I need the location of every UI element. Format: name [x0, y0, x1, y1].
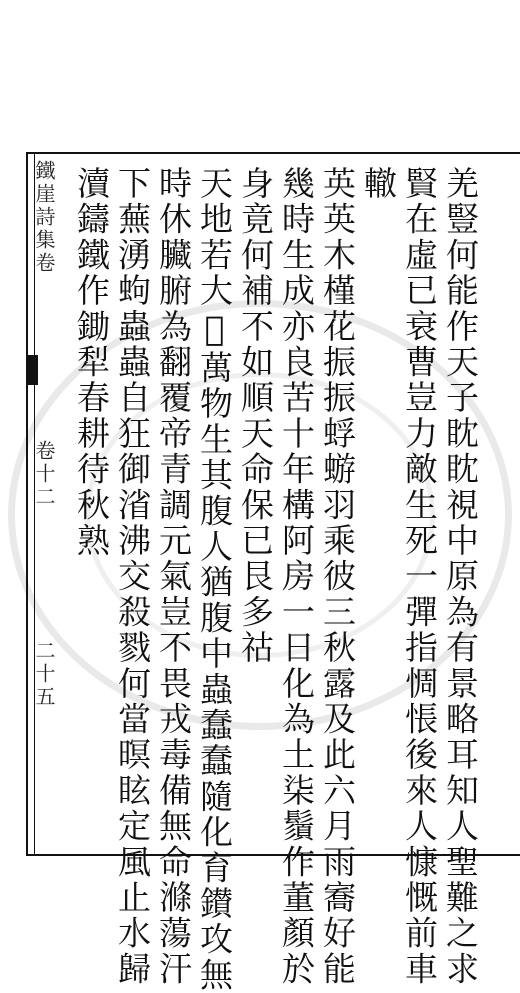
- text-column-6: 身竟何補不如順天命保已艮多祜: [236, 166, 275, 666]
- fish-tail-mark: [28, 355, 38, 385]
- text-column-3: 轍: [359, 166, 398, 202]
- margin-page-number: 二十五: [32, 640, 56, 709]
- text-column-7: 天地若大𤓰萬物生其腹人猶腹中蟲蠢蠢隨化育鑚攻無: [195, 166, 234, 993]
- text-column-10: 瀆鑄鐵作鋤犁春耕待秋熟: [72, 166, 111, 559]
- text-column-2: 賢在虛已衰曹豈力敵生死一彈指惆悵後來人慷慨前車: [400, 166, 439, 988]
- text-column-8: 時休臟腑為翻覆帝青調元氣豈不畏戎毒備無命滌蕩汗: [154, 166, 193, 988]
- text-column-9: 下蕪湧蚼蟲蟲自狂御渻沸交殺戮何當暝眩定風止水歸: [113, 166, 152, 988]
- text-column-4: 英英木槿花振振蜉蝣羽乘彼三秋露及此六月雨㝯好能: [318, 166, 357, 988]
- text-column-5: 幾時生成亦良苦十年構阿房一日化為土柒鬚作董顏於: [277, 166, 316, 988]
- margin-volume: 卷十二: [32, 440, 56, 509]
- text-column-1: 羌豎何能作天子眈眈視中原為有景略耳知人聖難之求: [441, 166, 480, 988]
- margin-book-title: 鐵崖詩集卷: [32, 160, 56, 275]
